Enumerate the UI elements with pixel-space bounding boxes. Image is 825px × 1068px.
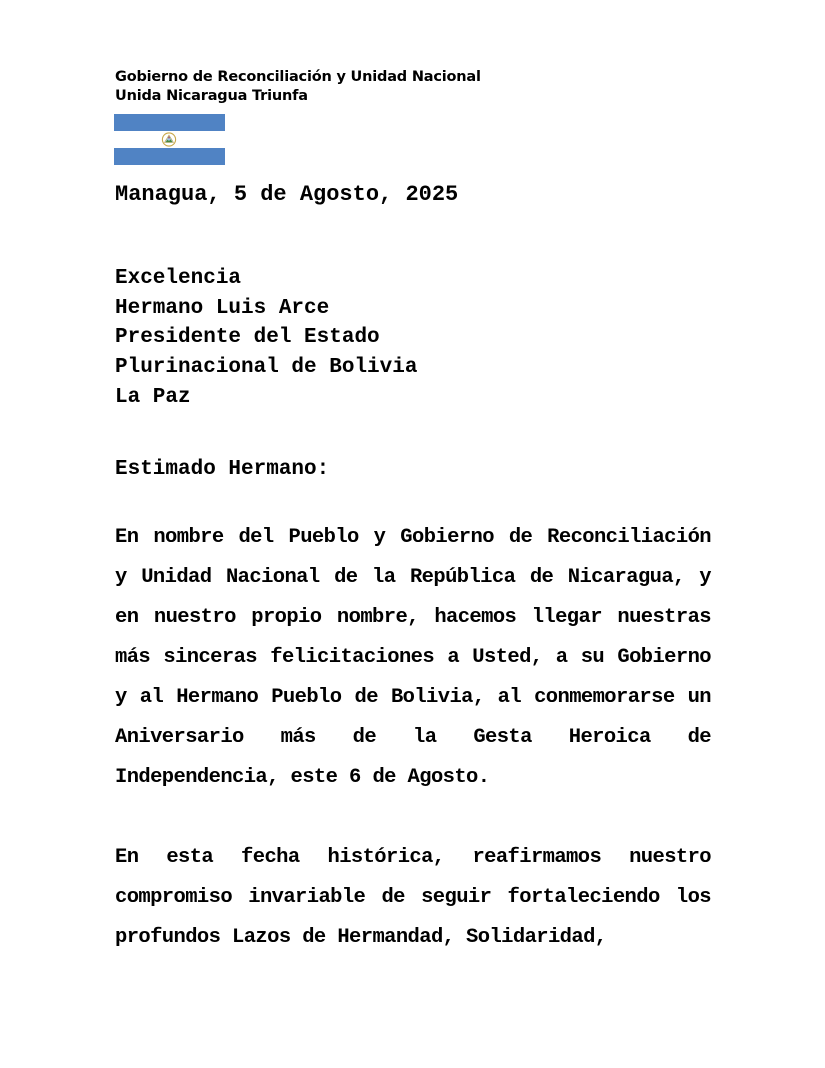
recipient-city: La Paz <box>115 385 191 409</box>
body-paragraph: En nombre del Pueblo y Gobierno de Reconciliación y Unidad Nacional de la República de Nicaragua, y en nuestro propio nombre, hacemos llegar nuestras más sinceras felicitaciones a Usted, a su Gobierno y al Hermano Pueblo de Bolivia, al conmemorarse un Aniversario más de la Gesta Heroica de Independencia, este 6 de Agosto. <box>115 526 711 789</box>
recipient-country: Plurinacional de Bolivia <box>115 356 418 380</box>
salutation: Estimado Hermano: <box>115 458 330 481</box>
letterhead-government-name: Gobierno de Reconciliación y Unidad Nacional <box>115 69 481 85</box>
flag-stripe-top <box>114 114 225 131</box>
letter-date: Managua, 5 de Agosto, 2025 <box>115 182 459 207</box>
recipient-name: Hermano Luis Arce <box>115 296 330 320</box>
nicaragua-flag-icon <box>114 114 225 165</box>
recipient-address <box>115 264 417 412</box>
recipient-position: Presidente del Estado <box>115 326 380 350</box>
coat-of-arms-icon <box>161 132 177 147</box>
flag-stripe-bottom <box>114 148 225 165</box>
letterhead-slogan: Unida Nicaragua Triunfa <box>115 88 308 104</box>
letterhead <box>115 68 481 106</box>
body-paragraph: En esta fecha histórica, reafirmamos nuestro compromiso invariable de seguir fortaleciendo los profundos Lazos de Hermandad, Solidaridad, <box>115 846 711 949</box>
recipient-title: Excelencia <box>115 267 242 290</box>
